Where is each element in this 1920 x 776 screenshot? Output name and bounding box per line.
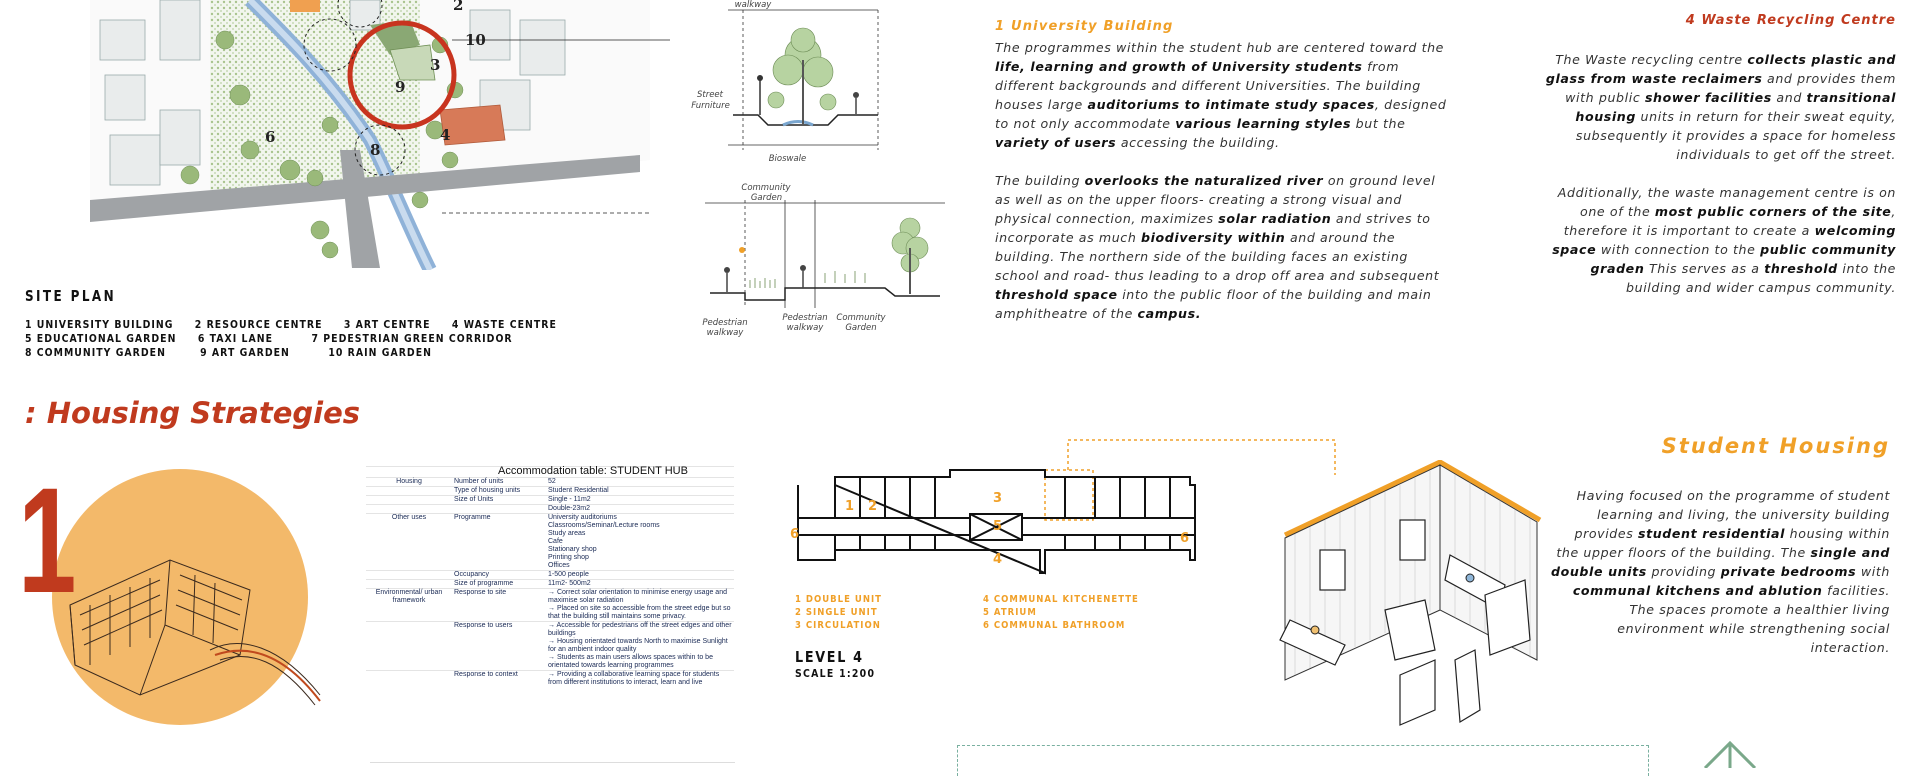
section-label-pedestrian-2: Pedestrian: [782, 313, 828, 323]
site-num-4: 4: [440, 126, 451, 144]
table-cell: Environmental/ urban framework: [366, 589, 452, 622]
emphasis-text: variety of users: [995, 135, 1117, 150]
body-text-run: , designed to not only accommodate: [995, 97, 1447, 131]
table-row: [366, 571, 734, 580]
table-cell: Size of programme: [452, 580, 546, 589]
table-cell: → Accessible for pedestrians off the street edges and other buildings → Housing orientated towards North to maximise Sunlight for an ambient indoor quality → Students as main users allows spaces within to be orientated towards learning programmes: [546, 622, 734, 671]
table-cell: [366, 487, 452, 496]
site-plan-title: SITE PLAN: [25, 287, 117, 305]
table-row: [366, 514, 734, 571]
body-text-run: Additionally, the waste management centre is on one of the: [1557, 185, 1896, 219]
plan-room-6-right: 6: [1180, 531, 1190, 546]
body-text-run: and: [1771, 90, 1807, 105]
table-cell: Size of Units: [452, 496, 546, 505]
site-plan-legend-line-1: 1 UNIVERSITY BUILDING 2 RESOURCE CENTRE 3 ART CENTRE 4 WASTE CENTRE: [25, 318, 557, 331]
bottom-green-structure: [1700, 735, 1820, 768]
body-text-run: into the building and wider campus community.: [1626, 261, 1896, 295]
table-cell: [366, 580, 452, 589]
site-num-9: 9: [395, 78, 406, 96]
table-cell: Response to site: [452, 589, 546, 622]
table-row: [366, 589, 734, 622]
body-text-run: , therefore it is important to create a: [1563, 204, 1896, 238]
body-text-run: This serves as a: [1644, 261, 1765, 276]
body-text-run: facilities. The spaces promote a healthier living environment while strengthening social interaction.: [1617, 583, 1890, 655]
table-row: [366, 671, 734, 688]
accommodation-table-caption: Accommodation table: STUDENT HUB: [452, 467, 734, 478]
table-cell: [452, 505, 546, 514]
table-cell: [366, 496, 452, 505]
section-label-pedestrian-1: Pedestrian: [702, 318, 748, 328]
body-text-run: The programmes within the student hub are centered toward the: [995, 40, 1445, 55]
table-cell: Response to users: [452, 622, 546, 671]
site-plan-drawing: [90, 0, 670, 270]
table-row: [366, 478, 734, 487]
body-text-run: into the public floor of the building and main amphitheatre of the: [995, 287, 1432, 321]
floor-plan-scale: SCALE 1:200: [795, 667, 876, 680]
university-building-paragraph-1: [995, 38, 1450, 152]
emphasis-text: public community graden: [1590, 242, 1896, 276]
table-row: [366, 496, 734, 505]
emphasis-text: biodiversity within: [1141, 230, 1286, 245]
body-text-run: and strives to incorporate as much: [995, 211, 1431, 245]
table-cell: University auditoriums Classrooms/Seminar/Lecture rooms Study areas Cafe Stationary shop Printing shop Offices: [546, 514, 734, 571]
table-cell: Type of housing units: [452, 487, 546, 496]
table-cell: 52: [546, 478, 734, 487]
emphasis-text: threshold space: [995, 287, 1118, 302]
table-cell: Response to context: [452, 671, 546, 688]
body-text-run: on ground level as well as on the upper floors- creating a strong visual and physical connection, maximizes: [995, 173, 1436, 226]
waste-recycling-heading: 4 Waste Recycling Centre: [1685, 13, 1896, 28]
table-row: [366, 505, 734, 514]
site-num-6: 6: [265, 128, 276, 146]
housing-strategy-number: 1: [18, 456, 77, 624]
section-label-street: Street: [696, 90, 723, 100]
plan-room-2: 2: [868, 499, 878, 514]
table-cell: → Correct solar orientation to minimise energy usage and maximise solar radiation → Placed on site so accessible from the street edge but so that the building still maintains some privacy.: [546, 589, 734, 622]
table-cell: Student Residential: [546, 487, 734, 496]
plan-room-4: 4: [993, 552, 1003, 567]
site-num-3: 3: [430, 56, 441, 74]
section-label-garden-1: Garden: [750, 193, 783, 203]
emphasis-text: solar radiation: [1218, 211, 1332, 226]
emphasis-text: threshold: [1764, 261, 1838, 276]
accommodation-table: [366, 465, 734, 686]
table-row: [366, 580, 734, 589]
emphasis-text: student residential: [1638, 526, 1786, 541]
table-cell: [366, 622, 452, 671]
floor-plan-legend-right: 4 COMMUNAL KITCHENETTE 5 ATRIUM 6 COMMUNAL BATHROOM: [983, 594, 1139, 631]
table-cell: Programme: [452, 514, 546, 571]
table-row: [366, 487, 734, 496]
site-num-10: 10: [465, 31, 486, 49]
table-cell: Housing: [366, 478, 452, 487]
body-text-run: with connection to the: [1596, 242, 1761, 257]
table-cell: [366, 571, 452, 580]
body-text-run: providing: [1646, 564, 1721, 579]
street-section-top: [688, 0, 893, 165]
table-cell: [366, 505, 452, 514]
site-plan-legend-line-2: 5 EDUCATIONAL GARDEN 6 TAXI LANE 7 PEDESTRIAN GREEN CORRIDOR: [25, 332, 513, 345]
emphasis-text: single and double units: [1550, 545, 1890, 579]
section-label-walkway: walkway: [734, 0, 772, 10]
body-text-run: from different backgrounds and different Universities. The building houses large: [995, 59, 1421, 112]
site-num-2: 2: [453, 0, 464, 14]
body-text-run: The Waste recycling centre: [1555, 52, 1748, 67]
emphasis-text: various learning styles: [1175, 116, 1352, 131]
table-cell: 1-500 people: [546, 571, 734, 580]
emphasis-text: overlooks the naturalized river: [1084, 173, 1324, 188]
emphasis-text: campus.: [1137, 306, 1202, 321]
plan-room-6-left: 6: [790, 527, 800, 542]
section-label-community-1: Community: [741, 183, 791, 193]
body-text-run: and around the building. The northern side of the building faces an existing school and road- thus leading to a drop off area and subsequent: [995, 230, 1440, 283]
student-housing-isometric: [1275, 460, 1575, 740]
section-label-bioswale: Bioswale: [768, 154, 807, 164]
floor-plan-legend-left: 1 DOUBLE UNIT 2 SINGLE UNIT 3 CIRCULATION: [795, 594, 882, 631]
student-housing-paragraph: [1550, 486, 1890, 657]
waste-recycling-paragraph-1: [1545, 50, 1896, 164]
table-cell: → Providing a collaborative learning space for students from different institutions to interact, learn and live: [546, 671, 734, 688]
emphasis-text: communal kitchens and ablution: [1572, 583, 1823, 598]
table-cell: [366, 671, 452, 688]
section-label-walkway-1: walkway: [706, 328, 744, 338]
emphasis-text: collects plastic and glass from waste reclaimers: [1545, 52, 1896, 86]
plan-room-3: 3: [993, 491, 1003, 506]
body-text-run: housing within the upper floors of the building. The: [1556, 526, 1890, 560]
table-cell: 11m2- 500m2: [546, 580, 734, 589]
body-text-run: with: [1856, 564, 1890, 579]
section-label-furniture: Furniture: [691, 101, 730, 111]
site-plan-legend-line-3: 8 COMMUNITY GARDEN 9 ART GARDEN 10 RAIN GARDEN: [25, 346, 432, 359]
table-cell: Occupancy: [452, 571, 546, 580]
waste-recycling-paragraph-2: [1545, 183, 1896, 297]
emphasis-text: private bedrooms: [1720, 564, 1857, 579]
plan-room-5: 5: [993, 519, 1003, 534]
emphasis-text: most public corners of the site: [1654, 204, 1892, 219]
housing-strategies-heading: : Housing Strategies: [25, 396, 361, 430]
emphasis-text: welcoming space: [1552, 223, 1896, 257]
emphasis-text: shower facilities: [1644, 90, 1772, 105]
body-text-run: but the: [1351, 116, 1406, 131]
section-label-walkway-2: walkway: [786, 323, 824, 333]
site-num-8: 8: [370, 141, 381, 159]
section-label-community-2: Community: [836, 313, 886, 323]
emphasis-text: auditoriums to intimate study spaces: [1087, 97, 1375, 112]
floor-plan-title: LEVEL 4: [795, 648, 864, 666]
table-cell: Number of units: [452, 478, 546, 487]
university-building-heading: 1 University Building: [995, 19, 1174, 34]
level-4-floor-plan: [790, 430, 1350, 580]
table-row: [366, 622, 734, 671]
student-housing-heading: Student Housing: [1661, 434, 1890, 458]
university-building-paragraph-2: [995, 171, 1450, 323]
body-text-run: Having focused on the programme of student learning and living, the university building provides: [1574, 488, 1890, 541]
emphasis-text: life, learning and growth of University students: [995, 59, 1363, 74]
bottom-dashed-frame: [957, 745, 1649, 776]
plan-room-1: 1: [845, 499, 855, 514]
body-text-run: accessing the building.: [1116, 135, 1280, 150]
table-cell: Single - 11m2: [546, 496, 734, 505]
table-cell: Double-23m2: [546, 505, 734, 514]
body-text-run: units in return for their sweat equity, subsequently it provides a space for homeless individuals to get off the street.: [1575, 109, 1896, 162]
body-text-run: The building: [995, 173, 1085, 188]
street-section-bottom: [705, 188, 945, 328]
section-label-garden-2: Garden: [845, 323, 877, 333]
emphasis-text: transitional housing: [1575, 90, 1896, 124]
table-cell: Other uses: [366, 514, 452, 571]
body-text-run: and provides them with public: [1565, 71, 1896, 105]
